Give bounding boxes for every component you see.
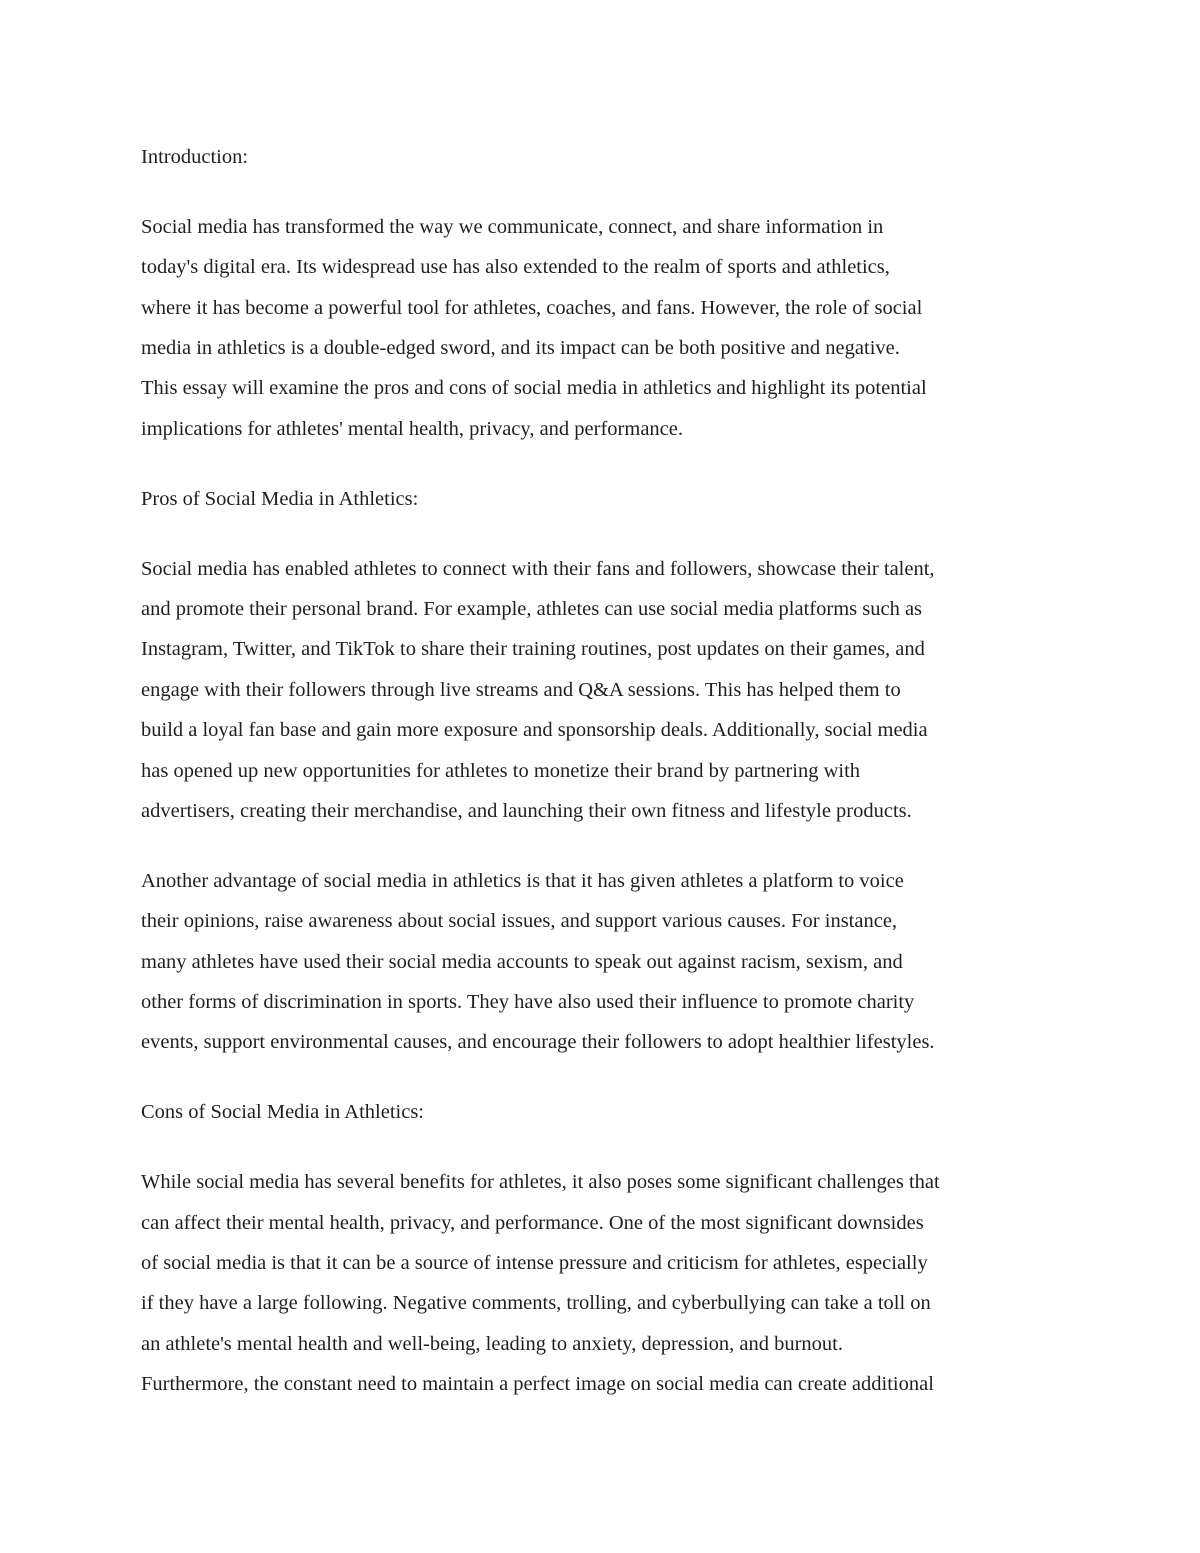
body-paragraph bbox=[141, 1162, 1066, 1404]
paragraph-line: media in athletics is a double-edged sword, and its impact can be both positive and negative. bbox=[141, 337, 900, 360]
block-spacer bbox=[141, 177, 1066, 207]
paragraph-line: of social media is that it can be a source of intense pressure and criticism for athletes, especially bbox=[141, 1251, 928, 1274]
heading-text: Pros of Social Media in Athletics: bbox=[141, 487, 419, 510]
paragraph-line: events, support environmental causes, and encourage their followers to adopt healthier lifestyles. bbox=[141, 1031, 935, 1054]
paragraph-line: an athlete's mental health and well-being, leading to anxiety, depression, and burnout. bbox=[141, 1332, 844, 1355]
heading-text: Cons of Social Media in Athletics: bbox=[141, 1101, 424, 1124]
section-heading bbox=[141, 479, 1066, 519]
paragraph-line: has opened up new opportunities for athletes to monetize their brand by partnering with bbox=[141, 759, 861, 782]
paragraph-line: many athletes have used their social media accounts to speak out against racism, sexism, and bbox=[141, 950, 903, 973]
body-paragraph bbox=[141, 207, 1066, 449]
document-body bbox=[141, 137, 1066, 1405]
paragraph-line: advertisers, creating their merchandise, and launching their own fitness and lifestyle products. bbox=[141, 799, 912, 822]
body-paragraph bbox=[141, 549, 1066, 832]
section-heading bbox=[141, 1092, 1066, 1132]
paragraph-line: Social media has enabled athletes to connect with their fans and followers, showcase their talent, bbox=[141, 557, 935, 580]
paragraph-line: Furthermore, the constant need to maintain a perfect image on social media can create additional bbox=[141, 1373, 934, 1396]
paragraph-line: can affect their mental health, privacy, and performance. One of the most significant downsides bbox=[141, 1211, 924, 1234]
paragraph-line: other forms of discrimination in sports. They have also used their influence to promote charity bbox=[141, 991, 915, 1014]
block-spacer bbox=[141, 449, 1066, 479]
paragraph-line: This essay will examine the pros and cons of social media in athletics and highlight its potential bbox=[141, 377, 927, 400]
paragraph-line: Another advantage of social media in athletics is that it has given athletes a platform to voice bbox=[141, 869, 904, 892]
paragraph-line: today's digital era. Its widespread use has also extended to the realm of sports and athletics, bbox=[141, 256, 890, 279]
block-spacer bbox=[141, 831, 1066, 861]
block-spacer bbox=[141, 1063, 1066, 1093]
block-spacer bbox=[141, 1133, 1066, 1163]
paragraph-line: where it has become a powerful tool for athletes, coaches, and fans. However, the role of social bbox=[141, 296, 923, 319]
paragraph-line: While social media has several benefits for athletes, it also poses some significant challenges that bbox=[141, 1171, 940, 1194]
body-paragraph bbox=[141, 861, 1066, 1063]
paragraph-line: and promote their personal brand. For example, athletes can use social media platforms such as bbox=[141, 598, 923, 621]
paragraph-line: if they have a large following. Negative comments, trolling, and cyberbullying can take a toll on bbox=[141, 1292, 931, 1315]
block-spacer bbox=[141, 519, 1066, 549]
paragraph-line: Instagram, Twitter, and TikTok to share their training routines, post updates on their games, and bbox=[141, 638, 925, 661]
paragraph-line: engage with their followers through live streams and Q&A sessions. This has helped them to bbox=[141, 678, 901, 701]
heading-text: Introduction: bbox=[141, 146, 249, 168]
paragraph-line: build a loyal fan base and gain more exposure and sponsorship deals. Additionally, social media bbox=[141, 719, 928, 742]
paragraph-line: Social media has transformed the way we communicate, connect, and share information in bbox=[141, 215, 884, 238]
section-heading bbox=[141, 137, 1066, 177]
paragraph-line: their opinions, raise awareness about social issues, and support various causes. For instance, bbox=[141, 910, 898, 933]
paragraph-line: implications for athletes' mental health, privacy, and performance. bbox=[141, 417, 683, 440]
